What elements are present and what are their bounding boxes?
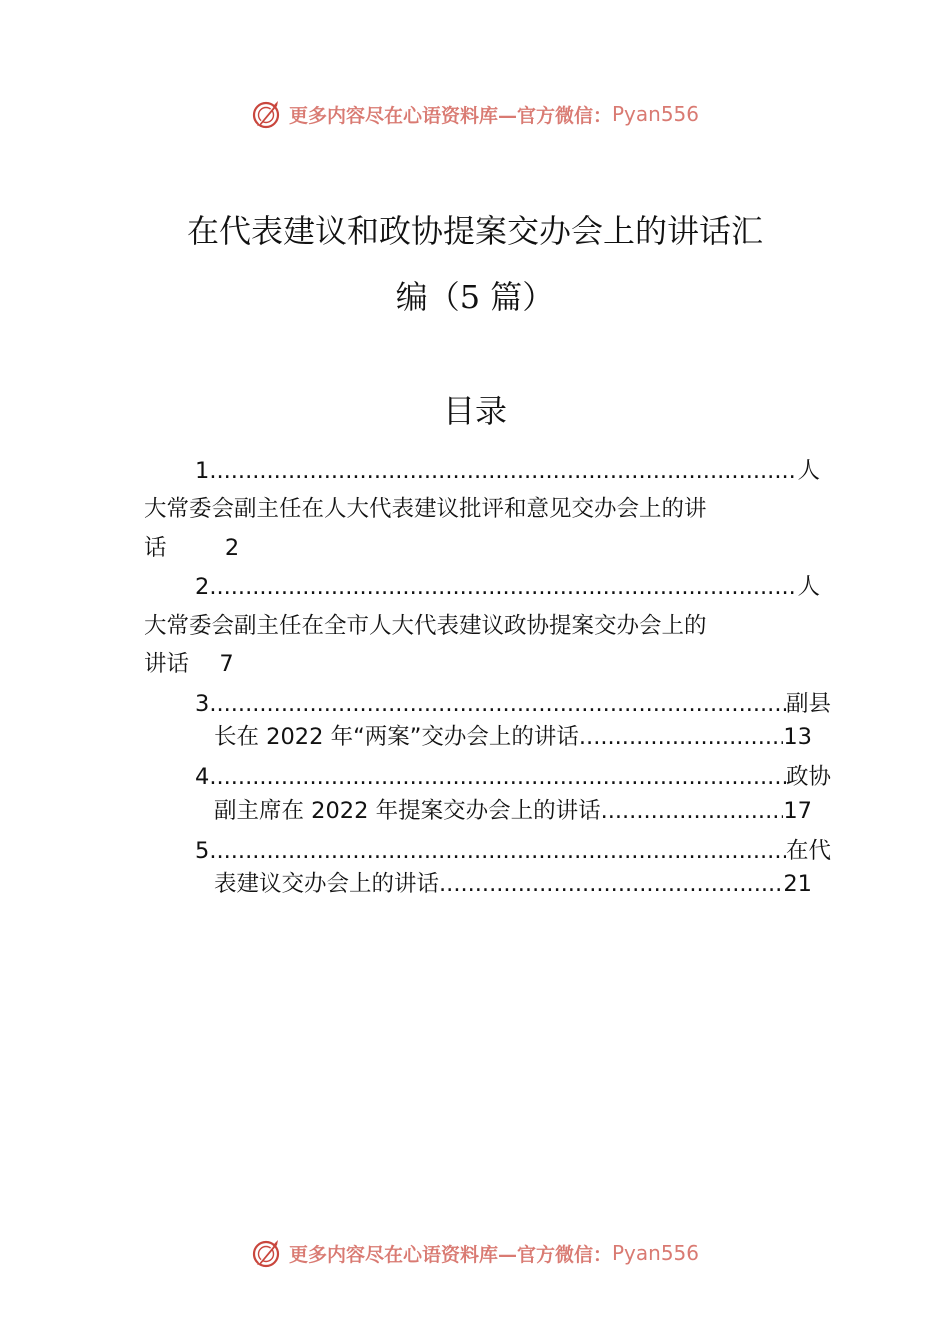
watermark-account: Pyan556 xyxy=(612,102,700,126)
toc-leader-dots xyxy=(216,836,786,866)
document-title-line-1: 在代表建议和政协提案交办会上的讲话汇 xyxy=(186,212,763,250)
toc-entry-number: 3. xyxy=(195,691,217,717)
quill-logo-icon xyxy=(251,98,283,130)
toc-entry-number: 2. xyxy=(195,574,217,600)
toc-entry-1-line-1[interactable] xyxy=(195,456,820,486)
toc-leader-dots xyxy=(216,689,786,719)
watermark-text: 更多内容尽在心语资料库—官方微信： xyxy=(288,1243,612,1266)
toc-leader-dots xyxy=(216,572,797,602)
toc-entry-text: 副主席在 2022 年提案交办会上的讲话 xyxy=(214,798,601,824)
toc-entry-text: 在代 xyxy=(785,838,831,864)
toc-entry-text: 副县 xyxy=(785,691,831,717)
toc-entry-5-line-2[interactable] xyxy=(214,869,812,899)
toc-entry-page: 17 xyxy=(783,798,812,824)
toc-leader-dots xyxy=(439,869,783,899)
watermark-banner-bottom xyxy=(0,1233,950,1273)
toc-leader-dots xyxy=(601,796,784,826)
toc-entry-5-line-1[interactable] xyxy=(195,836,831,866)
toc-entry-number: 1. xyxy=(195,458,217,484)
toc-entry-page: 2 xyxy=(224,535,240,561)
watermark-account: Pyan556 xyxy=(612,1241,700,1265)
toc-entry-3-line-2[interactable] xyxy=(214,722,812,752)
toc-entry-text: 表建议交办会上的讲话 xyxy=(214,871,440,897)
toc-entry-text: 政协 xyxy=(785,764,831,790)
toc-entry-2-line-1[interactable] xyxy=(195,572,820,602)
toc-leader-dots xyxy=(216,456,797,486)
watermark-banner-top xyxy=(0,94,950,134)
toc-heading: 目录 xyxy=(442,392,507,430)
toc-entry-4-line-1[interactable] xyxy=(195,762,831,792)
toc-leader-dots xyxy=(216,762,786,792)
toc-leader-dots xyxy=(579,722,783,752)
toc-entry-2-line-2[interactable]: 大常委会副主任在全市人大代表建议政协提案交办会上的 xyxy=(144,613,707,639)
toc-entry-number: 4. xyxy=(195,764,217,790)
toc-entry-page: 7 xyxy=(219,651,234,677)
document-title-line-2: 编（5 篇） xyxy=(395,278,555,316)
toc-entry-text: 人 xyxy=(797,574,820,600)
toc-entry-3-line-1[interactable] xyxy=(195,689,831,719)
watermark-text: 更多内容尽在心语资料库—官方微信： xyxy=(288,104,612,127)
toc-entry-number: 5. xyxy=(195,838,217,864)
toc-entry-1-line-3[interactable] xyxy=(144,533,239,563)
toc-entry-4-line-2[interactable] xyxy=(214,796,812,826)
toc-entry-page: 21 xyxy=(783,871,812,897)
toc-entry-page: 13 xyxy=(783,724,812,750)
toc-entry-text: 话 xyxy=(144,535,167,561)
toc-entry-text: 人 xyxy=(797,458,820,484)
toc-entry-1-line-2[interactable]: 大常委会副主任在人大代表建议批评和意见交办会上的讲 xyxy=(144,496,707,522)
toc-entry-2-line-3[interactable] xyxy=(144,649,234,679)
toc-entry-text: 讲话 xyxy=(144,651,190,677)
toc-entry-text: 长在 2022 年“两案”交办会上的讲话 xyxy=(214,724,579,750)
quill-logo-icon xyxy=(251,1237,283,1269)
